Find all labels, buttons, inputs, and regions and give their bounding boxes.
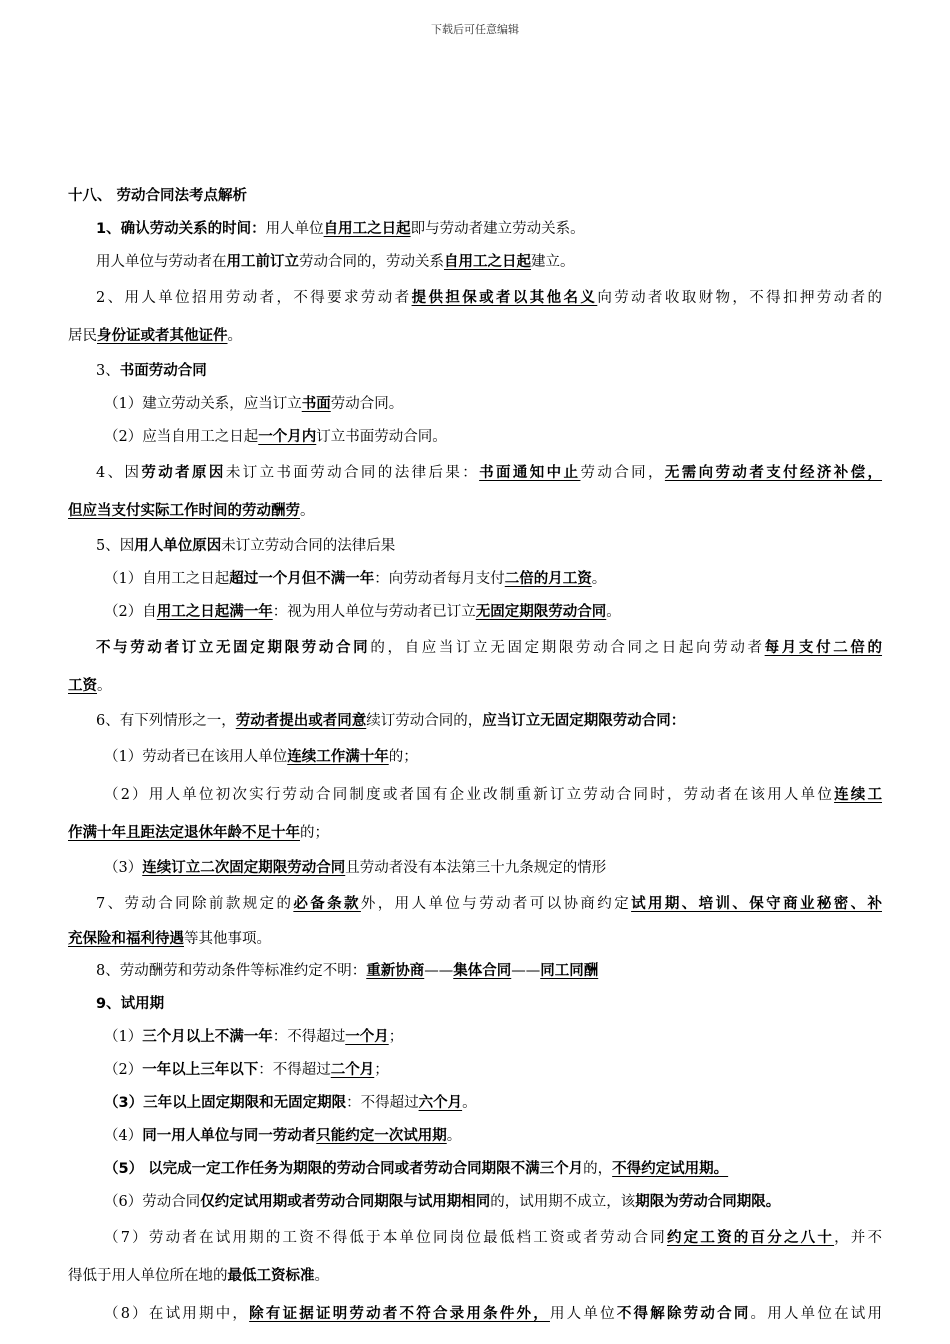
text-segment: 且劳动者没有本法第三十九条规定的情形 (345, 860, 607, 876)
underlined-key-term: 不得约定试用期。 (612, 1161, 729, 1177)
text-line (68, 1087, 882, 1120)
text-segment: 续订劳动合同的， (366, 713, 483, 729)
text-segment: 外，用人单位与劳动者可以协商约定 (360, 896, 632, 912)
text-line (68, 705, 882, 738)
text-line (68, 1257, 882, 1295)
text-segment: 8、劳动酬劳和劳动条件等标准约定不明： (96, 963, 367, 979)
text-line (68, 421, 882, 454)
text-segment: ：不得超过 (258, 1062, 331, 1078)
text-segment: —— (511, 963, 541, 979)
text-segment: （1）建立劳动关系，应当订立 (104, 396, 302, 412)
text-segment: ：不得超过 (272, 1029, 346, 1045)
text-segment: 的； (388, 749, 418, 765)
text-segment: 。 (606, 604, 621, 620)
text-segment: 。 (97, 678, 112, 694)
underlined-key-term: 集体合同 (453, 963, 512, 979)
text-line (68, 596, 882, 629)
bold-term: 1、确认劳动关系的时间： (96, 221, 266, 237)
text-segment: 建立。 (531, 254, 575, 270)
underlined-key-term: 六个月 (418, 1095, 463, 1111)
text-segment: 3、 (96, 363, 120, 379)
text-segment: 的； (300, 825, 329, 841)
underlined-key-term: 充保险和福利待遇 (68, 931, 184, 947)
bold-term: 一年以上三年以下 (142, 1062, 259, 1078)
underlined-key-term: 工资 (68, 678, 97, 694)
underlined-key-term: 提供担保或者以其他名义 (411, 290, 598, 306)
text-segment: （6）劳动合同 (104, 1194, 201, 1210)
underlined-key-term: 一个月 (345, 1029, 389, 1045)
text-line (68, 454, 882, 492)
underlined-key-term: 一个月内 (258, 429, 317, 445)
bold-term: 劳动者原因 (141, 465, 226, 481)
text-segment: 。用人单位在试用 (750, 1306, 883, 1322)
text-line (68, 279, 882, 317)
text-segment: —— (424, 963, 454, 979)
underlined-key-term: 但应当支付实际工作时间的劳动酬劳 (68, 503, 300, 519)
text-line (68, 246, 882, 279)
text-line (68, 667, 882, 705)
text-segment: 的， (583, 1161, 613, 1177)
text-segment: 用人单位 (265, 221, 324, 237)
text-line (68, 776, 882, 814)
bold-term: 不与劳动者订立无固定期限劳动合同 (96, 640, 371, 656)
text-line (68, 530, 882, 563)
text-segment: ，并不 (834, 1230, 883, 1246)
document-body (68, 180, 882, 1333)
bold-term: 不得解除劳动合同 (616, 1306, 751, 1322)
underlined-key-term: 试用期、培训、保守商业秘密、补 (631, 896, 882, 912)
text-segment: （3） (104, 860, 143, 876)
text-line (68, 955, 882, 988)
text-segment: 。 (591, 571, 607, 587)
bold-term: 书面劳动合同 (119, 363, 207, 379)
text-segment: 5、因 (96, 538, 135, 554)
bold-term: 9、试用期 (96, 996, 165, 1012)
text-segment: 即与劳动者建立劳动关系。 (410, 221, 585, 237)
text-segment: 劳动合同的，劳动关系 (299, 254, 444, 270)
text-line (68, 852, 882, 885)
text-line (68, 1120, 882, 1153)
underlined-key-term: 二倍的月工资 (504, 571, 592, 587)
text-line (68, 923, 882, 955)
text-segment: （1） (104, 1029, 143, 1045)
bold-term: 仅约定试用期或者劳动合同期限与试用期相同 (200, 1194, 491, 1210)
text-line (68, 988, 882, 1021)
bold-term: 三个月以上不满一年 (142, 1029, 273, 1045)
text-segment: 2、用人单位招用劳动者，不得要求劳动者 (96, 290, 412, 306)
bold-term: 用工前订立 (226, 254, 299, 270)
underlined-key-term: 只能约定一次试用期 (316, 1128, 447, 1144)
text-segment: 4、因 (96, 465, 142, 481)
paragraph-lines (68, 213, 882, 1333)
text-segment: 未订立书面劳动合同的法律后果： (225, 465, 480, 481)
text-segment: （8）在试用期中， (104, 1306, 250, 1322)
underlined-key-term: 每月支付二倍的 (764, 640, 883, 656)
text-segment: （2）用人单位初次实行劳动合同制度或者国有企业改制重新订立劳动合同时，劳动者在该用人单位 (104, 787, 835, 803)
underlined-key-term: 劳动者提出或者同意 (235, 713, 367, 729)
underlined-key-term: 身份证或者其他证件 (97, 328, 228, 344)
text-segment: 等其他事项。 (184, 931, 271, 947)
text-segment: 6、有下列情形之一， (96, 713, 236, 729)
underlined-key-term: 无需向劳动者支付经济补偿， (664, 465, 883, 481)
underlined-key-term: 自用工之日起 (323, 221, 411, 237)
text-segment: 。 (314, 1268, 329, 1284)
underlined-key-term: 无固定期限劳动合同 (475, 604, 607, 620)
text-line (68, 388, 882, 421)
text-segment: 劳动合同， (580, 465, 665, 481)
text-segment: 用人单位 (549, 1306, 617, 1322)
text-line (68, 355, 882, 388)
text-line (68, 492, 882, 530)
underlined-key-term: 必备条款 (293, 896, 361, 912)
text-segment: 劳动合同。 (330, 396, 404, 412)
text-segment: 向劳动者收取财物，不得扣押劳动者的 (597, 290, 882, 306)
text-line (68, 213, 882, 246)
text-segment: 7、劳动合同除前款规定的 (96, 896, 294, 912)
text-segment: （2）自 (104, 604, 157, 620)
underlined-key-term: 连续工作满十年 (287, 749, 389, 765)
text-line (68, 738, 882, 776)
text-segment: （1）劳动者已在该用人单位 (104, 749, 288, 765)
underlined-key-term: 自用工之日起 (444, 254, 531, 270)
text-segment: 用人单位与劳动者在 (96, 254, 227, 270)
text-segment: （2）应当自用工之日起 (104, 429, 259, 445)
bold-term: （3）三年以上固定期限和无固定期限 (104, 1095, 347, 1111)
underlined-key-term: 用工之日起满一年 (156, 604, 273, 620)
bold-term: （5） 以完成一定工作任务为期限的劳动合同或者劳动合同期限不满三个月 (104, 1161, 584, 1177)
text-line (68, 1153, 882, 1186)
text-line (68, 1021, 882, 1054)
text-line (68, 563, 882, 596)
section-title: 十八、 劳动合同法考点解析 (68, 188, 248, 204)
text-segment: 的，自应当订立无固定期限劳动合同之日起向劳动者 (370, 640, 765, 656)
underlined-key-term: 同工同酬 (540, 963, 599, 979)
text-segment: （2） (104, 1062, 143, 1078)
text-segment: 订立书面劳动合同。 (316, 429, 447, 445)
underlined-key-term: 重新协商 (366, 963, 425, 979)
text-line (68, 1186, 882, 1219)
text-line (68, 629, 882, 667)
text-segment: 的，试用期不成立，该 (490, 1194, 636, 1210)
underlined-key-term: 约定工资的百分之八十 (666, 1230, 835, 1246)
page-header: 下载后可任意编辑 (431, 23, 519, 36)
text-segment: （4） (104, 1128, 143, 1144)
bold-term: 同一用人单位与同一劳动者 (142, 1128, 317, 1144)
bold-term: 用人单位原因 (134, 538, 222, 554)
underlined-key-term: 书面通知中止 (479, 465, 581, 481)
text-line (68, 885, 882, 923)
underlined-key-term: 连续订立二次固定期限劳动合同 (142, 860, 346, 876)
text-line (68, 814, 882, 852)
underlined-key-term: 作满十年且距法定退休年龄不足十年 (68, 825, 300, 841)
bold-term: 最低工资标准 (227, 1268, 315, 1284)
text-segment: 未订立劳动合同的法律后果 (221, 538, 396, 554)
bold-term: 期限为劳动合同期限。 (635, 1194, 781, 1210)
text-segment: 。 (462, 1095, 477, 1111)
text-segment: ； (374, 1062, 389, 1078)
bold-term: 超过一个月但不满一年 (229, 571, 375, 587)
text-segment: （7）劳动者在试用期的工资不得低于本单位同岗位最低档工资或者劳动合同 (104, 1230, 667, 1246)
bold-term: 应当订立无固定期限劳动合同： (482, 713, 686, 729)
text-segment: 。 (300, 503, 315, 519)
underlined-key-term: 连续工 (834, 787, 882, 803)
text-segment: （1）自用工之日起 (104, 571, 230, 587)
text-segment: 得低于用人单位所在地的 (68, 1268, 228, 1284)
text-segment: 居民 (68, 328, 97, 344)
underlined-key-term: 书面 (301, 396, 331, 412)
text-line (68, 317, 882, 355)
text-segment: ； (388, 1029, 404, 1045)
text-line (68, 1054, 882, 1087)
text-segment: ：不得超过 (346, 1095, 419, 1111)
text-segment: ：向劳动者每月支付 (374, 571, 505, 587)
underlined-key-term: 除有证据证明劳动者不符合录用条件外， (249, 1306, 550, 1322)
text-segment: ：视为用人单位与劳动者已订立 (272, 604, 476, 620)
text-line (68, 1295, 882, 1333)
text-line (68, 1219, 882, 1257)
text-segment: 。 (446, 1128, 462, 1144)
text-segment: 。 (227, 328, 242, 344)
underlined-key-term: 二个月 (330, 1062, 375, 1078)
